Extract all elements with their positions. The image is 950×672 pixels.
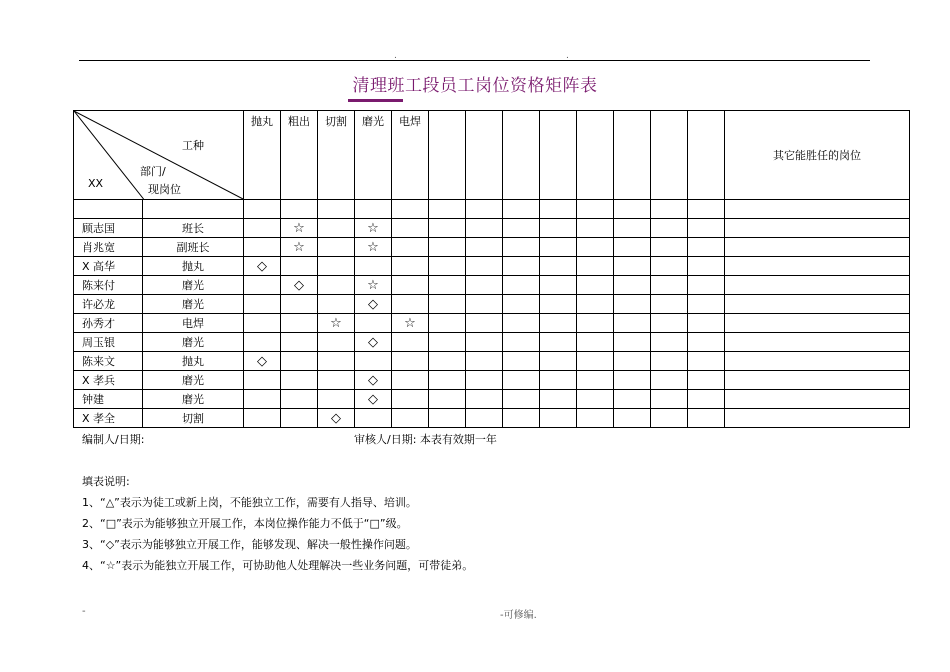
- qualification-cell: [614, 333, 651, 352]
- qualification-cell: [318, 276, 355, 295]
- qualification-cell: [355, 238, 392, 257]
- qualification-cell: [429, 295, 466, 314]
- qualification-cell: [355, 276, 392, 295]
- qualification-cell: [244, 238, 281, 257]
- header-rule: [79, 60, 870, 61]
- star-mark: ☆: [367, 239, 379, 255]
- blank-cell: [688, 200, 725, 219]
- qualification-cell: [318, 238, 355, 257]
- qualification-cell: [577, 333, 614, 352]
- qualification-cell: [281, 409, 318, 428]
- qualification-cell: [540, 352, 577, 371]
- star-mark: ☆: [293, 239, 305, 255]
- qualification-cell: [466, 352, 503, 371]
- other-posts-cell: [725, 333, 910, 352]
- qualification-cell: [540, 238, 577, 257]
- star-mark: ☆: [293, 220, 305, 236]
- qualification-cell: [429, 390, 466, 409]
- blank-cell: [725, 200, 910, 219]
- qualification-cell: [244, 371, 281, 390]
- qualification-cell: [281, 333, 318, 352]
- table-row: [74, 333, 910, 352]
- star-mark: ☆: [367, 220, 379, 236]
- diamond-mark: ◇: [294, 277, 304, 293]
- qualification-cell: [688, 409, 725, 428]
- other-posts-cell: [725, 390, 910, 409]
- blank-cell: [281, 200, 318, 219]
- qualification-cell: [503, 390, 540, 409]
- qualification-cell: [429, 352, 466, 371]
- qualification-cell: [466, 257, 503, 276]
- job-column-header: 电焊: [392, 111, 429, 200]
- qualification-cell: [503, 333, 540, 352]
- job-column-header: 磨光: [355, 111, 392, 200]
- blank-cell: [74, 200, 143, 219]
- blank-cell: [244, 200, 281, 219]
- qualification-cell: [577, 295, 614, 314]
- other-posts-cell: [725, 276, 910, 295]
- other-posts-cell: [725, 295, 910, 314]
- job-column-header: [688, 111, 725, 200]
- qualification-cell: [466, 371, 503, 390]
- qualification-cell: [651, 371, 688, 390]
- table-row: [74, 371, 910, 390]
- qualification-cell: [429, 314, 466, 333]
- qualification-cell: [318, 371, 355, 390]
- diamond-mark: ◇: [368, 372, 378, 388]
- qualification-cell: [540, 314, 577, 333]
- blank-cell: [429, 200, 466, 219]
- blank-cell: [392, 200, 429, 219]
- qualification-cell: [651, 333, 688, 352]
- other-posts-cell: [725, 409, 910, 428]
- qualification-cell: [355, 295, 392, 314]
- qualification-cell: [392, 257, 429, 276]
- job-column-header: [429, 111, 466, 200]
- qualification-cell: [614, 276, 651, 295]
- qualification-cell: [688, 276, 725, 295]
- qualification-cell: [614, 295, 651, 314]
- qualification-cell: [244, 352, 281, 371]
- note-item-3: 3、“◇”表示为能够独立开展工作，能够发现、解决一般性操作问题。: [82, 538, 417, 551]
- table-row: [74, 257, 910, 276]
- diamond-mark: ◇: [331, 410, 341, 426]
- job-column-header: 抛丸: [244, 111, 281, 200]
- current-post: 磨光: [143, 333, 244, 352]
- qualification-cell: [651, 314, 688, 333]
- qualification-cell: [466, 390, 503, 409]
- qualification-cell: [540, 333, 577, 352]
- qualification-cell: [651, 409, 688, 428]
- qualification-cell: [540, 390, 577, 409]
- employee-name: 肖兆宽: [74, 238, 143, 257]
- other-posts-cell: [725, 257, 910, 276]
- qualification-cell: [540, 409, 577, 428]
- note-item-1: 1、“△”表示为徒工或新上岗，不能独立工作，需要有人指导、培训。: [82, 496, 417, 509]
- employee-name: 陈来付: [74, 276, 143, 295]
- qualification-cell: [318, 352, 355, 371]
- qualification-cell: [429, 409, 466, 428]
- qualification-cell: [503, 409, 540, 428]
- reviewer-date-label: 审核人/日期: 本表有效期一年: [354, 433, 497, 446]
- qualification-cell: [281, 295, 318, 314]
- note-item-2: 2、“□”表示为能够独立开展工作，本岗位操作能力不低于“□”级。: [82, 517, 408, 530]
- qualification-cell: [392, 371, 429, 390]
- qualification-cell: [577, 352, 614, 371]
- current-post: 磨光: [143, 276, 244, 295]
- qualification-cell: [503, 257, 540, 276]
- qualification-cell: [651, 257, 688, 276]
- qualification-cell: [392, 333, 429, 352]
- blank-cell: [614, 200, 651, 219]
- title-underline: [348, 99, 403, 102]
- job-column-header: [651, 111, 688, 200]
- current-post: 切割: [143, 409, 244, 428]
- employee-name: 顾志国: [74, 219, 143, 238]
- job-column-header: [503, 111, 540, 200]
- employee-name: X 孝兵: [74, 371, 143, 390]
- employee-name: 许必龙: [74, 295, 143, 314]
- qualification-cell: [577, 314, 614, 333]
- blank-cell: [355, 200, 392, 219]
- employee-name: 钟建: [74, 390, 143, 409]
- qualification-cell: [466, 409, 503, 428]
- qualification-cell: [281, 238, 318, 257]
- star-mark: ☆: [404, 315, 416, 331]
- qualification-cell: [614, 257, 651, 276]
- qualification-cell: [651, 390, 688, 409]
- qualification-matrix-table: [73, 110, 910, 428]
- qualification-cell: [466, 238, 503, 257]
- qualification-cell: [392, 409, 429, 428]
- qualification-cell: [540, 295, 577, 314]
- qualification-cell: [281, 390, 318, 409]
- blank-cell: [318, 200, 355, 219]
- qualification-cell: [466, 314, 503, 333]
- qualification-cell: [614, 238, 651, 257]
- diamond-mark: ◇: [368, 334, 378, 350]
- qualification-cell: [281, 257, 318, 276]
- qualification-cell: [244, 276, 281, 295]
- qualification-cell: [651, 276, 688, 295]
- qualification-cell: [614, 409, 651, 428]
- qualification-cell: [429, 238, 466, 257]
- other-posts-cell: [725, 219, 910, 238]
- qualification-cell: [503, 352, 540, 371]
- current-post: 磨光: [143, 295, 244, 314]
- qualification-cell: [466, 295, 503, 314]
- qualification-cell: [429, 219, 466, 238]
- qualification-cell: [318, 257, 355, 276]
- table-header-row: [74, 111, 910, 200]
- qualification-cell: [614, 390, 651, 409]
- corner-label-job-type: 工种: [182, 139, 204, 152]
- qualification-cell: [688, 371, 725, 390]
- qualification-cell: [318, 295, 355, 314]
- qualification-cell: [355, 352, 392, 371]
- qualification-cell: [281, 314, 318, 333]
- employee-name: X 孝全: [74, 409, 143, 428]
- qualification-cell: [688, 333, 725, 352]
- other-posts-cell: [725, 371, 910, 390]
- diagonal-corner-header: [74, 111, 244, 200]
- qualification-cell: [688, 238, 725, 257]
- qualification-cell: [577, 390, 614, 409]
- qualification-cell: [392, 390, 429, 409]
- page-title: 清理班工段员工岗位资格矩阵表: [352, 76, 598, 96]
- blank-cell: [540, 200, 577, 219]
- qualification-cell: [429, 333, 466, 352]
- note-item-4: 4、“☆”表示为能独立开展工作，可协助他人处理解决一些业务问题，可带徒弟。: [82, 559, 474, 572]
- qualification-cell: [540, 257, 577, 276]
- qualification-cell: [577, 257, 614, 276]
- qualification-cell: [355, 219, 392, 238]
- qualification-cell: [614, 314, 651, 333]
- qualification-cell: [651, 238, 688, 257]
- table-row: [74, 295, 910, 314]
- qualification-cell: [466, 333, 503, 352]
- qualification-cell: [318, 409, 355, 428]
- qualification-cell: [577, 238, 614, 257]
- diamond-mark: ◇: [368, 296, 378, 312]
- qualification-cell: [244, 295, 281, 314]
- star-mark: ☆: [367, 277, 379, 293]
- qualification-cell: [651, 219, 688, 238]
- page-footer-left: -: [82, 606, 86, 617]
- job-column-header: [614, 111, 651, 200]
- star-mark: ☆: [330, 315, 342, 331]
- qualification-cell: [614, 352, 651, 371]
- qualification-cell: [392, 352, 429, 371]
- qualification-cell: [355, 371, 392, 390]
- qualification-cell: [688, 257, 725, 276]
- job-column-header: [540, 111, 577, 200]
- qualification-cell: [466, 219, 503, 238]
- qualification-cell: [244, 409, 281, 428]
- corner-label-current-post: 现岗位: [148, 183, 181, 196]
- current-post: 副班长: [143, 238, 244, 257]
- table-row: [74, 352, 910, 371]
- qualification-cell: [355, 257, 392, 276]
- table-row: [74, 238, 910, 257]
- qualification-cell: [540, 219, 577, 238]
- qualification-cell: [318, 314, 355, 333]
- page-footer-right: -可修编.: [500, 610, 537, 621]
- current-post: 磨光: [143, 371, 244, 390]
- other-posts-cell: [725, 238, 910, 257]
- qualification-cell: [355, 333, 392, 352]
- diamond-mark: ◇: [257, 353, 267, 369]
- qualification-cell: [281, 352, 318, 371]
- qualification-cell: [281, 371, 318, 390]
- qualification-cell: [466, 276, 503, 295]
- corner-label-xx: XX: [88, 177, 104, 190]
- qualification-cell: [614, 371, 651, 390]
- table-row: [74, 276, 910, 295]
- diamond-mark: ◇: [257, 258, 267, 274]
- compiler-date-label: 编制人/日期:: [82, 433, 145, 446]
- qualification-cell: [688, 314, 725, 333]
- qualification-cell: [540, 276, 577, 295]
- qualification-cell: [651, 352, 688, 371]
- employee-name: 孙秀才: [74, 314, 143, 333]
- blank-cell: [503, 200, 540, 219]
- other-posts-cell: [725, 314, 910, 333]
- qualification-cell: [244, 257, 281, 276]
- qualification-cell: [503, 295, 540, 314]
- other-posts-cell: [725, 352, 910, 371]
- qualification-cell: [244, 314, 281, 333]
- qualification-cell: [540, 371, 577, 390]
- current-post: 抛丸: [143, 352, 244, 371]
- qualification-cell: [281, 276, 318, 295]
- qualification-cell: [429, 276, 466, 295]
- qualification-cell: [577, 409, 614, 428]
- qualification-cell: [688, 352, 725, 371]
- table-row: [74, 219, 910, 238]
- header-dot-left: .: [394, 51, 397, 61]
- qualification-cell: [577, 371, 614, 390]
- other-posts-header: 其它能胜任的岗位: [725, 111, 910, 200]
- qualification-cell: [244, 333, 281, 352]
- qualification-cell: [577, 276, 614, 295]
- table-row: [74, 314, 910, 333]
- current-post: 电焊: [143, 314, 244, 333]
- header-dot-right: .: [566, 51, 569, 61]
- qualification-cell: [318, 390, 355, 409]
- qualification-cell: [244, 219, 281, 238]
- employee-name: 周玉银: [74, 333, 143, 352]
- qualification-cell: [355, 390, 392, 409]
- qualification-cell: [392, 314, 429, 333]
- qualification-cell: [355, 314, 392, 333]
- qualification-cell: [392, 219, 429, 238]
- qualification-cell: [392, 238, 429, 257]
- qualification-cell: [651, 295, 688, 314]
- blank-cell: [143, 200, 244, 219]
- qualification-cell: [688, 219, 725, 238]
- qualification-cell: [355, 409, 392, 428]
- qualification-cell: [503, 219, 540, 238]
- qualification-cell: [503, 371, 540, 390]
- qualification-cell: [318, 333, 355, 352]
- corner-label-department: 部门/: [140, 165, 166, 178]
- qualification-cell: [688, 295, 725, 314]
- qualification-cell: [503, 276, 540, 295]
- qualification-cell: [318, 219, 355, 238]
- diamond-mark: ◇: [368, 391, 378, 407]
- qualification-cell: [429, 257, 466, 276]
- qualification-cell: [614, 219, 651, 238]
- blank-cell: [577, 200, 614, 219]
- blank-cell: [466, 200, 503, 219]
- qualification-cell: [688, 390, 725, 409]
- qualification-cell: [429, 371, 466, 390]
- job-column-header: [466, 111, 503, 200]
- qualification-cell: [577, 219, 614, 238]
- table-row: [74, 390, 910, 409]
- qualification-cell: [392, 295, 429, 314]
- qualification-cell: [244, 390, 281, 409]
- table-blank-row: [74, 200, 910, 219]
- current-post: 抛丸: [143, 257, 244, 276]
- qualification-cell: [503, 314, 540, 333]
- job-column-header: 粗出: [281, 111, 318, 200]
- notes-heading: 填表说明:: [82, 475, 130, 488]
- employee-name: X 高华: [74, 257, 143, 276]
- employee-name: 陈来文: [74, 352, 143, 371]
- job-column-header: [577, 111, 614, 200]
- job-column-header: 切割: [318, 111, 355, 200]
- current-post: 班长: [143, 219, 244, 238]
- qualification-cell: [392, 276, 429, 295]
- current-post: 磨光: [143, 390, 244, 409]
- qualification-cell: [281, 219, 318, 238]
- table-row: [74, 409, 910, 428]
- qualification-cell: [503, 238, 540, 257]
- blank-cell: [651, 200, 688, 219]
